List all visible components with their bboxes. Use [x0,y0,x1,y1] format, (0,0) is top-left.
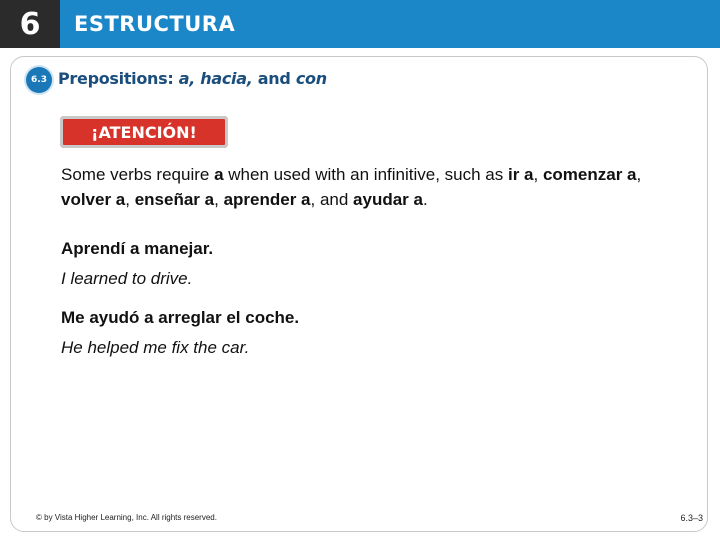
lesson-title [58,69,327,88]
atencion-callout: ¡ATENCIÓN! [60,116,228,148]
example-1 [61,237,213,291]
body-text-6: , [214,190,224,209]
lesson-badge: 6.3 [26,67,52,93]
body-bold-2: ir a [507,165,534,184]
example-spanish: Me ayudó a arreglar el coche. [61,308,300,327]
body-bold-6: aprender a [223,190,311,209]
example-english: I learned to drive. [61,269,193,288]
example-english: He helped me fix the car. [61,338,250,357]
body-text-3: , [533,165,543,184]
lesson-title-prefix: Prepositions: [58,69,179,88]
lesson-title-con: con [295,69,327,88]
chapter-number: 6 [0,0,60,48]
body-text-8: . [422,190,428,209]
body-text-5: , [125,190,135,209]
example-2 [61,306,299,360]
body-bold-1: a [214,165,224,184]
body-text-1: Some verbs require [61,165,215,184]
body-bold-7: ayudar a [353,190,423,209]
example-spanish: Aprendí a manejar. [61,239,214,258]
lesson-title-words: a, hacia, [178,69,253,88]
body-text-2: when used with an infinitive, such as [223,165,508,184]
lesson-title-and: and [252,69,296,88]
page-number: 6.3–3 [680,513,703,523]
body-text-7: , and [310,190,354,209]
explanation-paragraph [61,162,681,212]
body-text-4: , [636,165,642,184]
body-bold-3: comenzar a [542,165,637,184]
section-title: ESTRUCTURA [74,12,236,36]
copyright-notice: © by Vista Higher Learning, Inc. All rights reserved. [36,513,217,522]
body-bold-4: volver a [61,190,126,209]
body-bold-5: enseñar a [134,190,215,209]
